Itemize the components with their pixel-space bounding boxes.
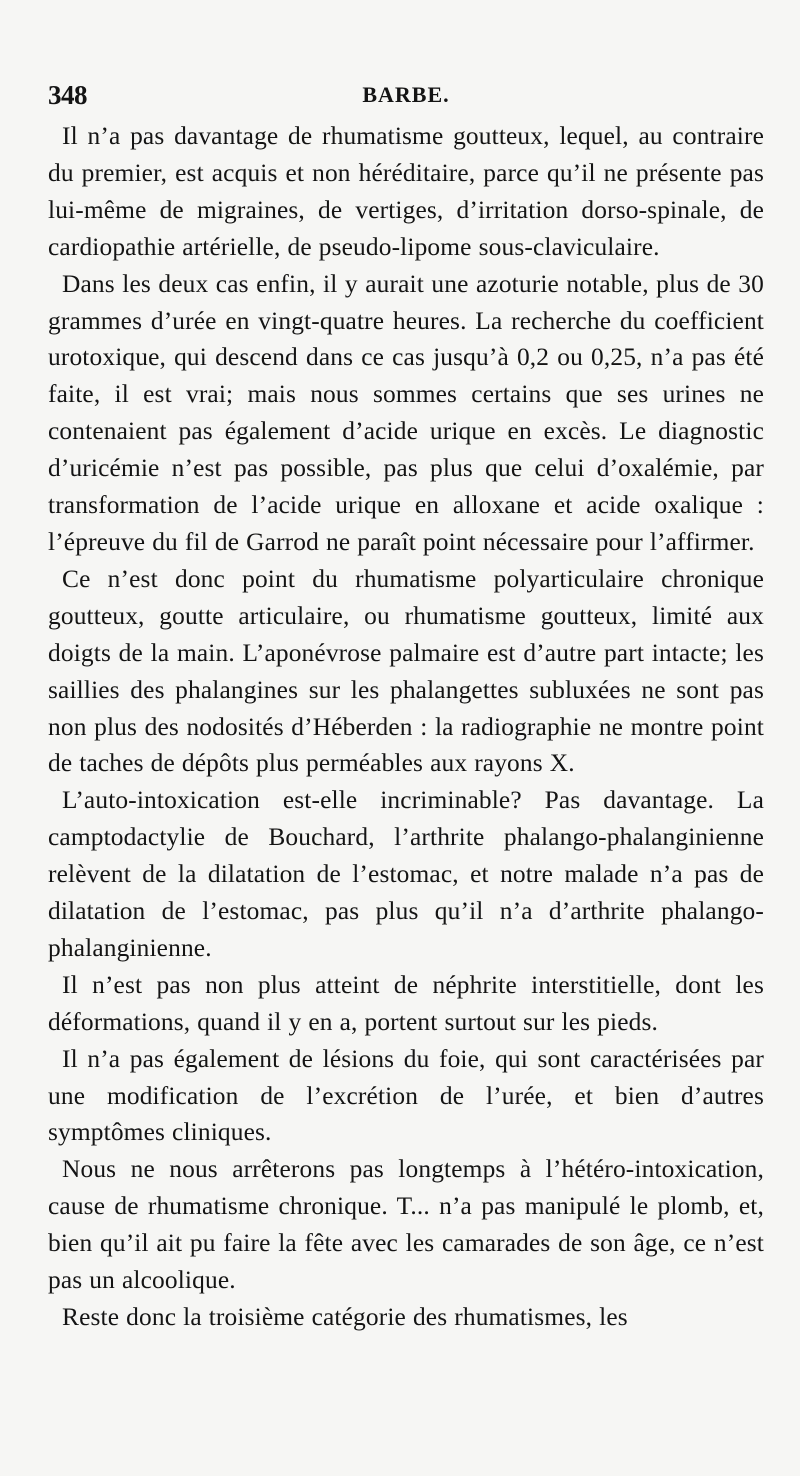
page-number: 348	[48, 80, 87, 110]
paragraph: Il n’a pas également de lésions du foie, qui sont caractérisées par une modification de l’excrétion de l’urée, et bien d’autres symptômes cliniques.	[48, 1044, 764, 1147]
running-head: BARBE.	[362, 82, 450, 107]
paragraph: Ce n’est donc point du rhumatisme polyarticulaire chronique goutteux, goutte articulaire, ou rhumatisme goutteux, limité aux doigts de la main. L’aponévrose palmaire est d’autre part intacte; les saillies des phalangines sur les phalangettes subluxées ne sont pas non plus des nodosités d’Héberden : la radiographie ne montre point de taches de dépôts plus perméables aux rayons X.	[48, 564, 764, 778]
paragraph: Reste donc la troisième catégorie des rhumatismes, les	[62, 1303, 628, 1331]
paragraph: Nous ne nous arrêterons pas longtemps à l’hétéro-intoxication, cause de rhumatisme chronique. T... n’a pas manipulé le plomb, et, bien qu’il ait pu faire la fête avec les camarades de son âge, ce n’est pas un alcoolique.	[48, 1155, 764, 1295]
paragraph: Dans les deux cas enfin, il y aurait une azoturie notable, plus de 30 grammes d’urée en vingt-quatre heures. La recherche du coefficient urotoxique, qui descend dans ce cas jusqu’à 0,2 ou 0,25, n’a pas été faite, il est vrai; mais nous sommes certains que ses urines ne contenaient pas également d’acide urique en excès. Le diagnostic d’uricémie n’est pas possible, pas plus que celui d’oxalémie, par transformation de l’acide urique en alloxane et acide oxalique : l’épreuve du fil de Garrod ne paraît point nécessaire pour l’affirmer.	[48, 269, 764, 556]
paragraph: L’auto-intoxication est-elle incriminable? Pas davantage. La camptodactylie de Bouchard, l’arthrite phalango-phalanginienne relèvent de la dilatation de l’estomac, et notre malade n’a pas de dilatation de l’estomac, pas plus qu’il n’a d’arthrite phalango-phalanginienne.	[48, 786, 764, 962]
paragraph: Il n’est pas non plus atteint de néphrite interstitielle, dont les déformations, quand il y en a, portent surtout sur les pieds.	[48, 970, 764, 1036]
paragraph: Il n’a pas davantage de rhumatisme goutteux, lequel, au contraire du premier, est acquis et non héréditaire, parce qu’il ne présente pas lui-même de migraines, de vertiges, d’irritation dorso-spinale, de cardiopathie artérielle, de pseudo-lipome sous-claviculaire.	[48, 122, 764, 261]
page-header	[48, 80, 764, 116]
body-text	[48, 118, 764, 1336]
